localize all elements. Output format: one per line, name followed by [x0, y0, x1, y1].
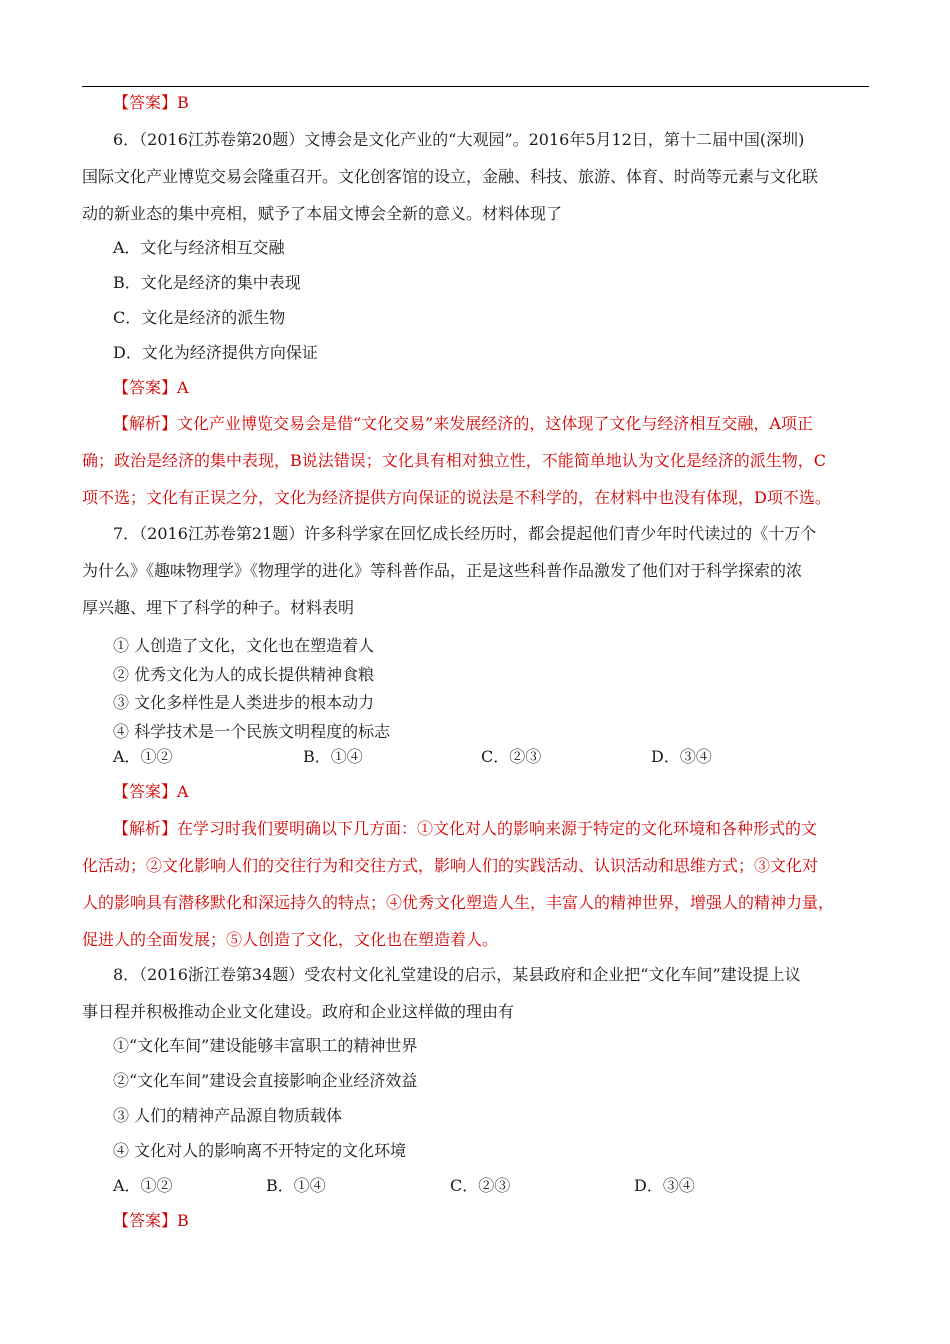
q7-item-2: ② 优秀文化为人的成长提供精神食粮 [113, 665, 375, 684]
q8-option-b: B．①④ [266, 1176, 326, 1195]
q8-item-3: ③ 人们的精神产品源自物质载体 [113, 1106, 343, 1125]
q7-stem-line-3: 厚兴趣、埋下了科学的种子。材料表明 [82, 598, 355, 617]
q8-answer: 【答案】B [113, 1211, 189, 1230]
q6-stem-line-3: 动的新业态的集中亮相，赋予了本届文博会全新的意义。材料体现了 [82, 204, 563, 223]
q7-option-a: A．①② [113, 747, 173, 766]
header-rule [82, 86, 869, 87]
q8-item-2: ②“文化车间”建设会直接影响企业经济效益 [113, 1071, 418, 1090]
q8-stem-line-2: 事日程并积极推动企业文化建设。政府和企业这样做的理由有 [82, 1002, 515, 1021]
q7-analysis-line-4: 促进人的全面发展；⑤人创造了文化，文化也在塑造着人。 [82, 930, 499, 949]
q6-option-d: D．文化为经济提供方向保证 [113, 343, 318, 362]
q6-analysis-line-1: 【解析】文化产业博览交易会是借“文化交易”来发展经济的，这体现了文化与经济相互交融，A项正 [113, 414, 813, 433]
q7-item-4: ④ 科学技术是一个民族文明程度的标志 [113, 722, 391, 741]
q7-stem-line-1: 7．（2016江苏卷第21题）许多科学家在回忆成长经历时，都会提起他们青少年时代读过的《十万个 [113, 524, 817, 543]
q5-answer: 【答案】B [113, 93, 189, 112]
q6-answer: 【答案】A [113, 378, 189, 397]
q7-answer: 【答案】A [113, 782, 189, 801]
q7-analysis-line-2: 化活动；②文化影响人们的交往行为和交往方式，影响人们的实践活动、认识活动和思维方式；③文化对 [82, 856, 819, 875]
q6-option-b: B．文化是经济的集中表现 [113, 273, 301, 292]
q6-analysis-line-2: 确；政治是经济的集中表现，B说法错误；文化具有相对独立性，不能简单地认为文化是经济的派生物，C [82, 451, 827, 470]
q8-item-1: ①“文化车间”建设能够丰富职工的精神世界 [113, 1036, 418, 1055]
q8-option-c: C．②③ [450, 1176, 511, 1195]
q8-stem-line-1: 8．（2016浙江卷第34题）受农村文化礼堂建设的启示，某县政府和企业把“文化车间”建设提上议 [113, 965, 801, 984]
q7-analysis-line-1: 【解析】在学习时我们要明确以下几方面：①文化对人的影响来源于特定的文化环境和各种形式的文 [113, 819, 818, 838]
q7-option-c: C．②③ [481, 747, 542, 766]
q7-option-d: D．③④ [651, 747, 712, 766]
q6-stem-line-2: 国际文化产业博览交易会隆重召开。文化创客馆的设立，金融、科技、旅游、体育、时尚等元素与文化联 [82, 167, 819, 186]
q6-option-c: C．文化是经济的派生物 [113, 308, 286, 327]
q7-stem-line-2: 为什么》《趣味物理学》《物理学的进化》等科普作品，正是这些科普作品激发了他们对于科学探索的浓 [82, 561, 803, 580]
q7-item-1: ① 人创造了文化，文化也在塑造着人 [113, 636, 375, 655]
q7-analysis-line-3: 人的影响具有潜移默化和深远持久的特点；④优秀文化塑造人生，丰富人的精神世界，增强人的精神力量， [82, 893, 835, 912]
q8-option-d: D．③④ [634, 1176, 695, 1195]
q6-stem-line-1: 6．（2016江苏卷第20题）文博会是文化产业的“大观园”。2016年5月12日，第十二届中国(深圳) [113, 130, 805, 149]
q7-item-3: ③ 文化多样性是人类进步的根本动力 [113, 693, 375, 712]
q8-item-4: ④ 文化对人的影响离不开特定的文化环境 [113, 1141, 407, 1160]
q6-option-a: A．文化与经济相互交融 [113, 238, 285, 257]
q7-option-b: B．①④ [303, 747, 363, 766]
q6-analysis-line-3: 项不选；文化有正误之分，文化为经济提供方向保证的说法是不科学的，在材料中也没有体现，D项不选。 [82, 488, 831, 507]
q8-option-a: A．①② [113, 1176, 173, 1195]
